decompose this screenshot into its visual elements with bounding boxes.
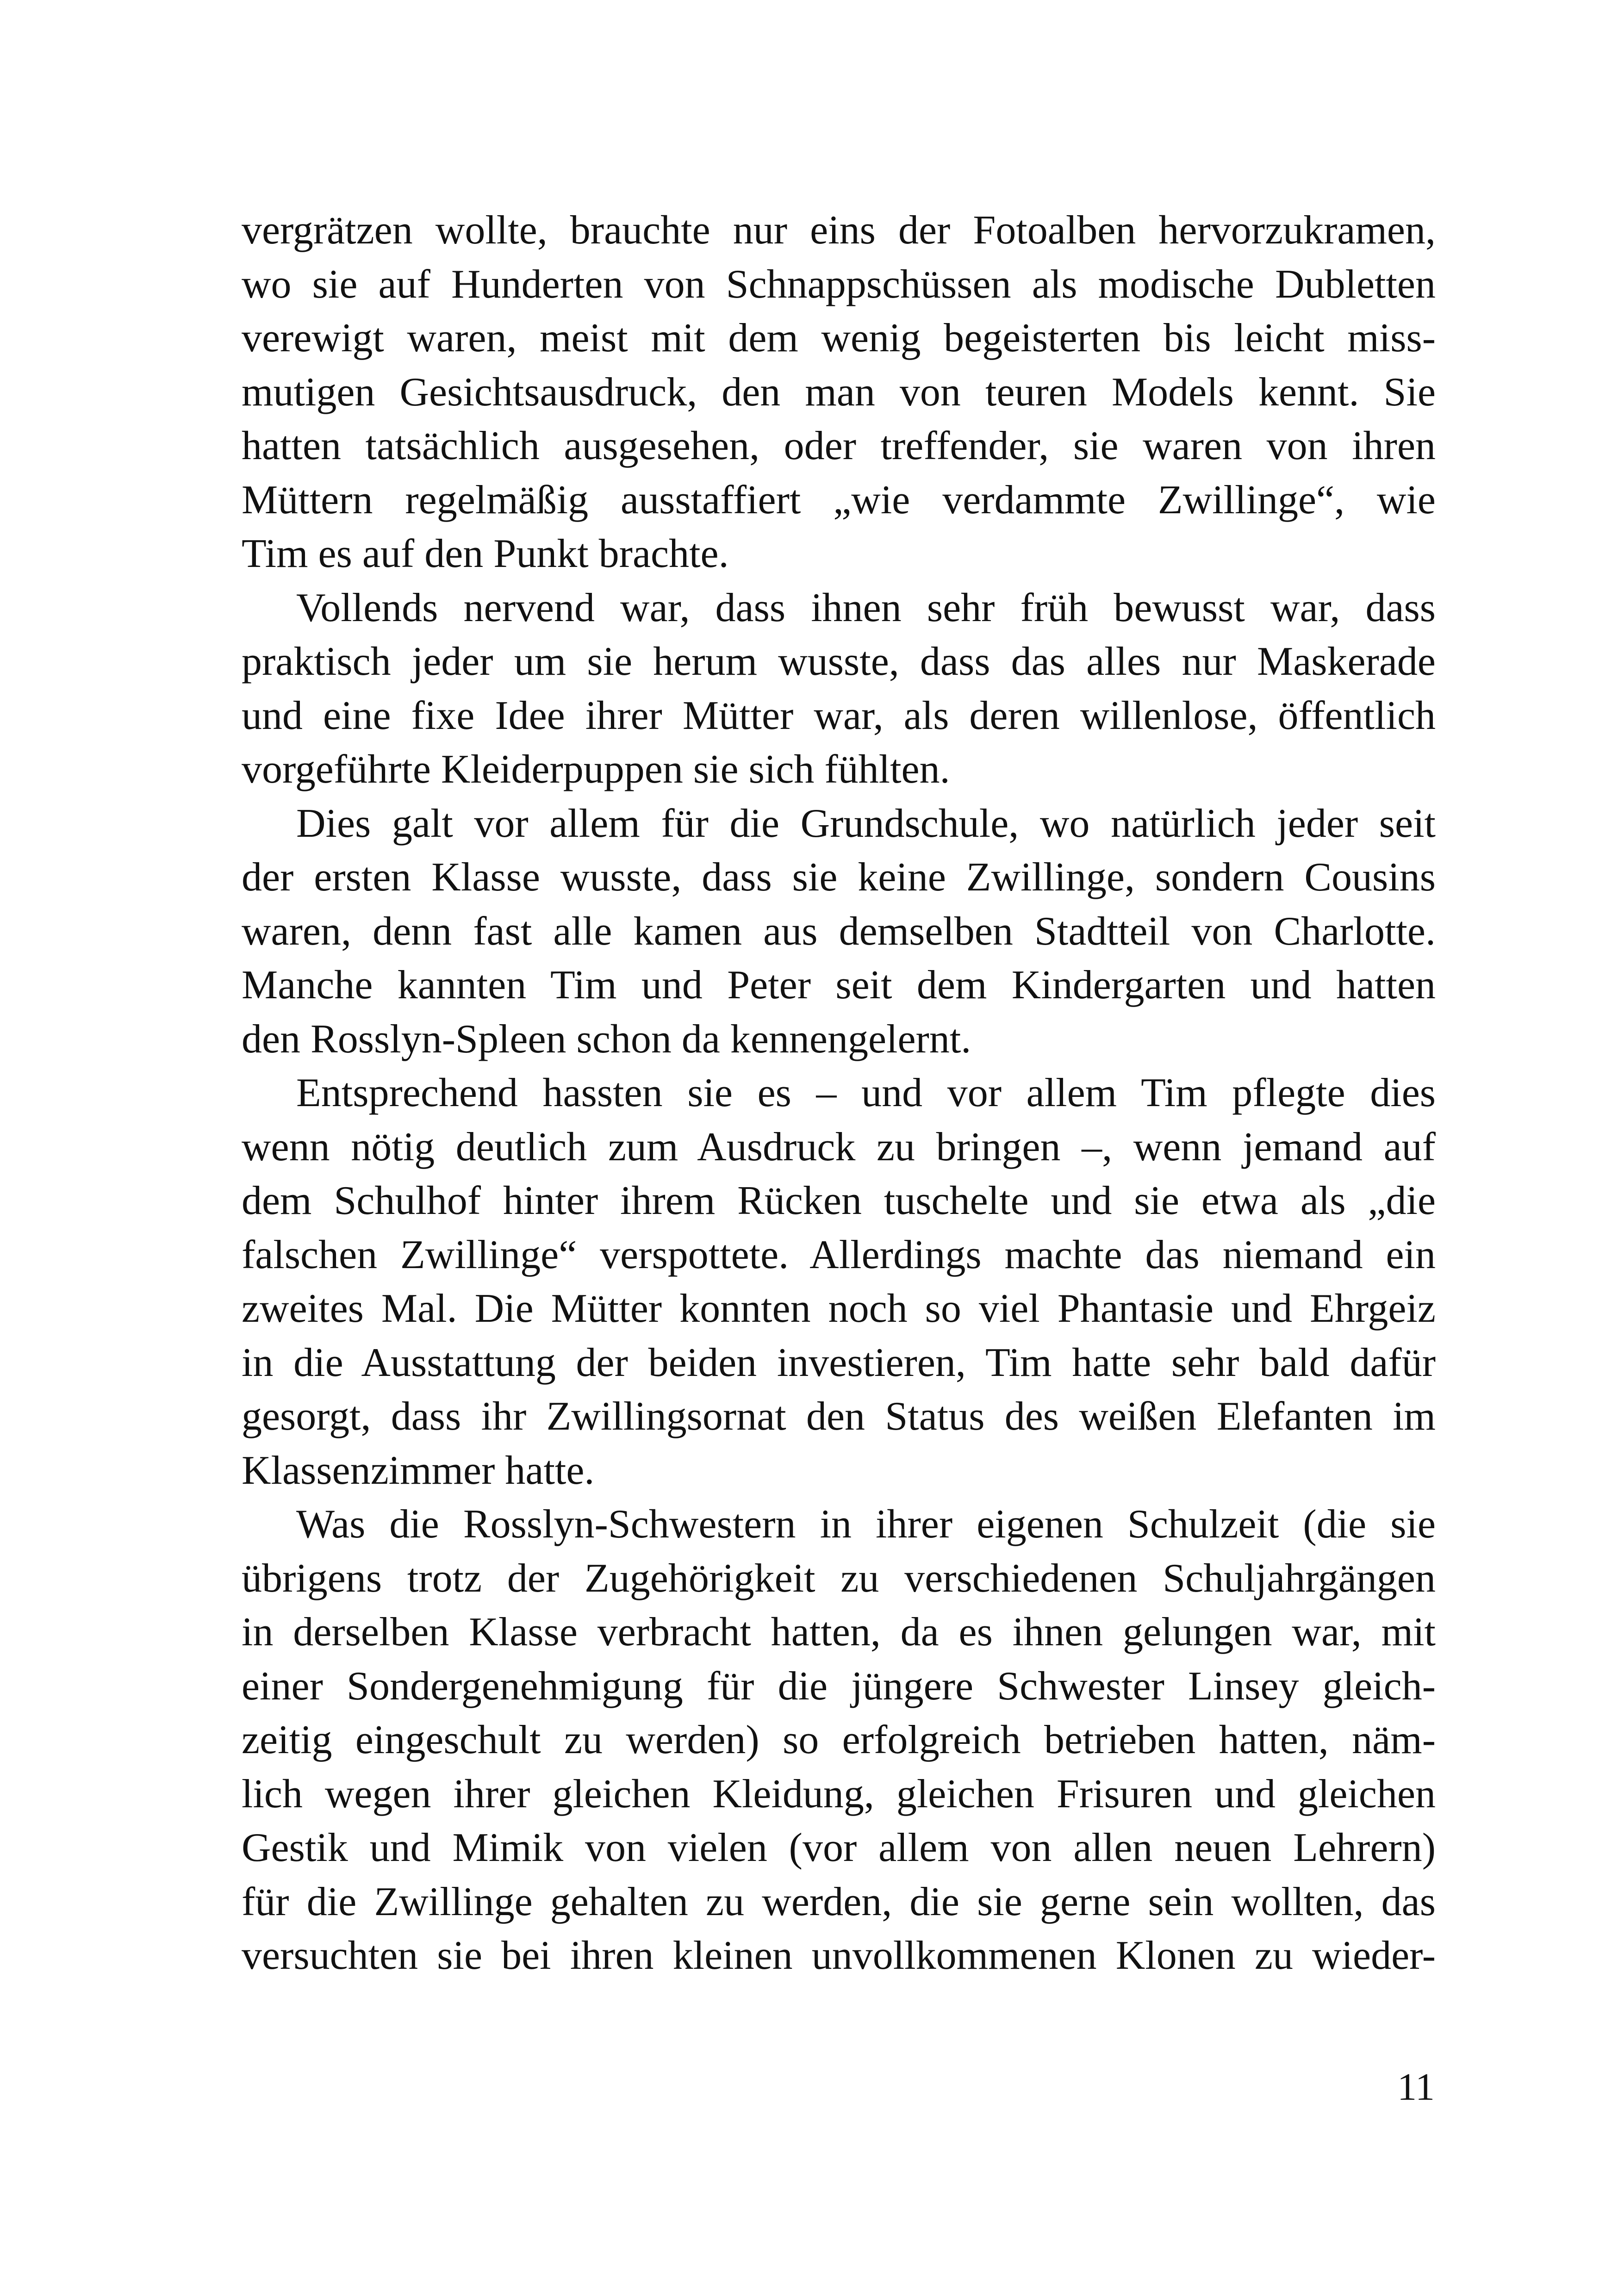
paragraph <box>242 797 1436 1067</box>
body-text <box>242 204 1436 1983</box>
text-line: für die Zwillinge gehalten zu werden, die sie gerne sein wollten, das <box>242 1879 1436 1924</box>
paragraph <box>242 1066 1436 1498</box>
page-number: 11 <box>1397 2066 1435 2109</box>
text-line: und eine fixe Idee ihrer Mütter war, als deren willenlose, öffentlich <box>242 693 1436 738</box>
text-line: Gestik und Mimik von vielen (vor allem von allen neuen Lehrern) <box>242 1825 1436 1870</box>
text-line: in die Ausstattung der beiden investieren, Tim hatte sehr bald dafür <box>242 1340 1436 1385</box>
text-line: praktisch jeder um sie herum wusste, dass das alles nur Maskerade <box>242 639 1436 684</box>
text-line: versuchten sie bei ihren kleinen unvollkommenen Klonen zu wieder- <box>242 1933 1436 1978</box>
text-line: dem Schulhof hinter ihrem Rücken tuschelte und sie etwa als „die <box>242 1178 1436 1223</box>
text-line: vorgeführte Kleiderpuppen sie sich fühlten. <box>242 747 950 792</box>
text-line: lich wegen ihrer gleichen Kleidung, gleichen Frisuren und gleichen <box>242 1771 1436 1817</box>
text-line: Manche kannten Tim und Peter seit dem Kindergarten und hatten <box>242 963 1436 1008</box>
text-line: zweites Mal. Die Mütter konnten noch so viel Phantasie und Ehrgeiz <box>242 1286 1436 1331</box>
text-line: Was die Rosslyn-Schwestern in ihrer eigenen Schulzeit (die sie <box>296 1502 1436 1547</box>
text-line: Vollends nervend war, dass ihnen sehr früh bewusst war, dass <box>296 585 1436 630</box>
text-line: zeitig eingeschult zu werden) so erfolgreich betrieben hatten, näm- <box>242 1717 1436 1762</box>
text-line: Müttern regelmäßig ausstaffiert „wie verdammte Zwillinge“, wie <box>242 477 1436 523</box>
text-line: Dies galt vor allem für die Grundschule, wo natürlich jeder seit <box>296 801 1436 846</box>
paragraph <box>242 204 1436 581</box>
paragraph <box>242 1498 1436 1983</box>
text-line: in derselben Klasse verbracht hatten, da es ihnen gelungen war, mit <box>242 1610 1436 1655</box>
text-line: den Rosslyn-Spleen schon da kennengelernt. <box>242 1016 971 1062</box>
text-line: übrigens trotz der Zugehörigkeit zu verschiedenen Schuljahrgängen <box>242 1556 1436 1601</box>
paragraph <box>242 581 1436 797</box>
text-line: waren, denn fast alle kamen aus demselben Stadtteil von Charlotte. <box>242 908 1436 954</box>
text-line: falschen Zwillinge“ verspottete. Allerdings machte das niemand ein <box>242 1232 1436 1277</box>
text-line: gesorgt, dass ihr Zwillingsornat den Status des weißen Elefanten im <box>242 1394 1436 1439</box>
text-line: Tim es auf den Punkt brachte. <box>242 531 729 576</box>
text-line: mutigen Gesichtsausdruck, den man von teuren Models kennt. Sie <box>242 369 1436 415</box>
text-line: hatten tatsächlich ausgesehen, oder treffender, sie waren von ihren <box>242 423 1436 468</box>
text-line: der ersten Klasse wusste, dass sie keine Zwillinge, sondern Cousins <box>242 855 1436 900</box>
text-line: Klassenzimmer hatte. <box>242 1448 595 1493</box>
text-line: verewigt waren, meist mit dem wenig begeisterten bis leicht miss- <box>242 316 1436 361</box>
text-line: vergrätzen wollte, brauchte nur eins der Fotoalben hervorzukramen, <box>242 208 1436 253</box>
text-line: Entsprechend hassten sie es – und vor allem Tim pflegte dies <box>296 1070 1436 1115</box>
text-line: einer Sondergenehmigung für die jüngere Schwester Linsey gleich- <box>242 1663 1436 1709</box>
text-line: wo sie auf Hunderten von Schnappschüssen als modische Dubletten <box>242 261 1436 307</box>
text-line: wenn nötig deutlich zum Ausdruck zu bringen –, wenn jemand auf <box>242 1124 1436 1170</box>
